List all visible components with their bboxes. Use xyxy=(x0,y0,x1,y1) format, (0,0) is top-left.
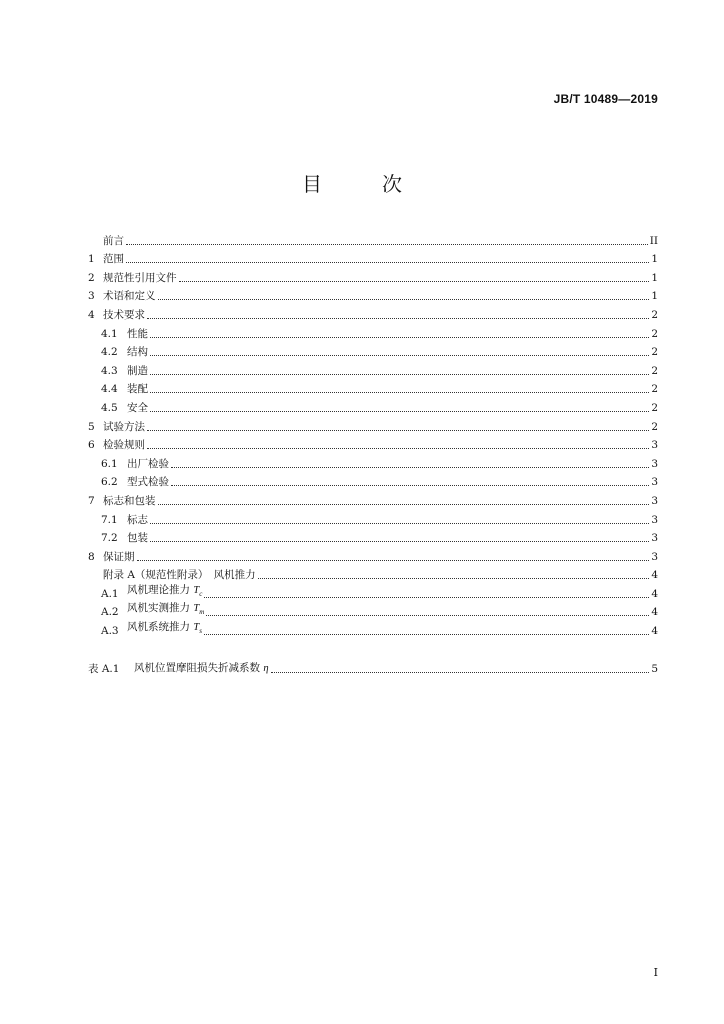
toc-entry-label xyxy=(127,346,148,358)
dot-leader xyxy=(137,560,650,561)
toc-entry-symbol: T xyxy=(193,584,200,596)
dot-leader xyxy=(126,244,648,245)
toc-table-entry[interactable] xyxy=(88,656,658,675)
dot-leader xyxy=(179,281,650,282)
toc-entry[interactable] xyxy=(88,433,658,452)
toc-entry-label xyxy=(127,328,148,340)
standard-number: JB/T 10489—2019 xyxy=(553,92,658,106)
dot-leader xyxy=(150,374,649,375)
toc-entry-page: 2 xyxy=(651,420,658,433)
toc-entry-label-text: 风机实测推力 xyxy=(127,602,194,615)
toc-entry-page: 4 xyxy=(651,569,658,582)
toc-entry-label xyxy=(127,621,202,637)
toc-entry-page: 2 xyxy=(651,308,658,321)
toc-entry-symbol: η xyxy=(263,662,269,674)
toc-entry[interactable] xyxy=(88,618,658,637)
toc-entry-page: 3 xyxy=(651,513,658,526)
dot-leader xyxy=(147,430,649,431)
toc-entry-number: 表 A.1 xyxy=(88,662,120,675)
toc-entry[interactable] xyxy=(88,526,658,545)
toc-entry-label xyxy=(127,514,148,526)
toc-entry-label-text: 保证期 xyxy=(103,550,135,563)
dot-leader xyxy=(258,578,650,579)
toc-entry-page: 3 xyxy=(651,550,658,563)
toc-entry-label-text: 性能 xyxy=(127,327,148,340)
toc-entry-label-text: 规范性引用文件 xyxy=(103,271,177,284)
toc-entry-label xyxy=(103,253,124,265)
dot-leader xyxy=(171,485,649,486)
toc-entry-page: 4 xyxy=(651,625,658,638)
toc-entry-label-text: 型式检验 xyxy=(127,476,169,489)
toc-entry-page: 2 xyxy=(651,327,658,340)
toc-entry-label-text: 标志和包装 xyxy=(103,494,156,507)
dot-leader xyxy=(206,615,649,616)
toc-entry-label-text: 附录 A（规范性附录） 风机推力 xyxy=(103,569,256,582)
toc-entry[interactable] xyxy=(88,470,658,489)
toc-entry-label-text: 标志 xyxy=(127,513,148,526)
toc-entry-subscript: m xyxy=(199,608,205,617)
toc-entry-label-text: 试验方法 xyxy=(103,420,145,433)
toc-entry-page: 5 xyxy=(651,662,658,675)
toc-entry[interactable] xyxy=(88,414,658,433)
dot-leader xyxy=(271,672,650,673)
toc-entry[interactable] xyxy=(88,451,658,470)
toc-entry[interactable] xyxy=(88,247,658,266)
dot-leader xyxy=(150,355,649,356)
toc-entry-label xyxy=(127,584,202,600)
toc-entry-subscript: s xyxy=(199,627,202,636)
toc-entry-label xyxy=(103,235,124,247)
toc-entry-label xyxy=(103,439,145,451)
toc-entry-subscript: c xyxy=(199,589,203,598)
toc-entry[interactable] xyxy=(88,321,658,340)
toc-entry-label-text: 范围 xyxy=(103,253,124,266)
toc-entry-label xyxy=(134,662,269,675)
toc-entry-number: 6.1 xyxy=(101,457,118,470)
toc-entry-label xyxy=(103,421,145,433)
toc-entry-label xyxy=(127,602,204,618)
toc-entry-label xyxy=(103,290,156,302)
toc-entry-page: 1 xyxy=(651,290,658,303)
toc-entry-number: A.3 xyxy=(101,625,119,638)
toc-entry-page: 2 xyxy=(651,364,658,377)
toc-entry-label-text: 结构 xyxy=(127,346,148,359)
toc-entry[interactable] xyxy=(88,581,658,600)
toc-entry-label xyxy=(103,272,177,284)
toc-entry-page: 4 xyxy=(651,587,658,600)
toc-entry-label xyxy=(127,458,169,470)
toc-entry-page: 3 xyxy=(651,532,658,545)
toc-entry-page: 2 xyxy=(651,346,658,359)
toc-entry[interactable] xyxy=(88,358,658,377)
toc-entry-label-text: 风机系统推力 xyxy=(127,620,194,633)
toc-entry-label-text: 装配 xyxy=(127,383,148,396)
toc-entry-number: 7.2 xyxy=(101,532,118,545)
toc-entry-page: 4 xyxy=(651,606,658,619)
toc-entry[interactable] xyxy=(88,377,658,396)
toc-entry-label-text: 技术要求 xyxy=(103,308,145,321)
dot-leader xyxy=(147,448,649,449)
dot-leader xyxy=(126,262,649,263)
toc-entry-label-text: 制造 xyxy=(127,364,148,377)
toc-entry-page: 3 xyxy=(651,439,658,452)
toc-entry-label xyxy=(127,476,169,488)
toc-entry-number: 2 xyxy=(88,271,95,284)
toc-entry[interactable] xyxy=(88,302,658,321)
toc-entry-page: 1 xyxy=(651,271,658,284)
toc-entry-label-text: 风机位置摩阻损失折减系数 xyxy=(134,661,264,674)
toc-entry-label-text: 风机理论推力 xyxy=(127,583,194,596)
toc-entry-label-text: 包装 xyxy=(127,532,148,545)
toc-entry-label xyxy=(127,383,148,395)
toc-entry[interactable] xyxy=(88,544,658,563)
toc-entry-label-text: 检验规则 xyxy=(103,439,145,452)
page-number: I xyxy=(653,966,658,979)
toc-entry-number: 7.1 xyxy=(101,513,118,526)
toc-entry[interactable] xyxy=(88,507,658,526)
toc-entry-label-text: 出厂检验 xyxy=(127,457,169,470)
toc-entry-number: 4.1 xyxy=(101,327,118,340)
toc-entry-label xyxy=(127,365,148,377)
toc-entry-number: 4 xyxy=(88,308,95,321)
toc-entry[interactable] xyxy=(88,340,658,359)
toc-entry[interactable] xyxy=(88,228,658,247)
toc-entry-page: 3 xyxy=(651,457,658,470)
dot-leader xyxy=(150,337,649,338)
dot-leader xyxy=(158,299,650,300)
toc-entry-label xyxy=(103,309,145,321)
toc-entry[interactable] xyxy=(88,488,658,507)
toc-entry-page: 1 xyxy=(651,253,658,266)
toc-entry-number: 6.2 xyxy=(101,476,118,489)
toc-entry-label xyxy=(127,402,148,414)
dot-leader xyxy=(147,318,649,319)
toc-entry-label xyxy=(103,495,156,507)
toc-entry[interactable] xyxy=(88,284,658,303)
dot-leader xyxy=(150,392,649,393)
toc-entry-page: II xyxy=(649,234,658,247)
page-title: 目 次 xyxy=(302,172,422,196)
toc-entry[interactable] xyxy=(88,600,658,619)
toc-entry-page: 3 xyxy=(651,476,658,489)
toc-entry-symbol: T xyxy=(193,603,200,615)
toc-entry-number: 1 xyxy=(88,253,95,266)
toc-entry-label xyxy=(127,532,148,544)
toc-entry-number: A.2 xyxy=(101,606,119,619)
toc-entry-number: 3 xyxy=(88,290,95,303)
toc-entry-number: 7 xyxy=(88,494,95,507)
toc-entry-label xyxy=(103,551,135,563)
dot-leader xyxy=(204,597,649,598)
toc-entry-number: 4.2 xyxy=(101,346,118,359)
toc-entry-number: 5 xyxy=(88,420,95,433)
table-of-contents xyxy=(88,228,658,675)
toc-entry[interactable] xyxy=(88,563,658,582)
toc-entry-number: 4.4 xyxy=(101,383,118,396)
toc-entry-label-text: 术语和定义 xyxy=(103,290,156,303)
dot-leader xyxy=(150,541,649,542)
toc-entry-label-text: 安全 xyxy=(127,401,148,414)
toc-entry-number: A.1 xyxy=(101,587,119,600)
toc-entry-number: 8 xyxy=(88,550,95,563)
toc-entry-label xyxy=(103,569,256,581)
toc-entry-number: 6 xyxy=(88,439,95,452)
toc-entry-number: 4.5 xyxy=(101,401,118,414)
dot-leader xyxy=(204,634,649,635)
toc-entry[interactable] xyxy=(88,265,658,284)
dot-leader xyxy=(150,523,649,524)
toc-entry-page: 2 xyxy=(651,383,658,396)
dot-leader xyxy=(158,504,650,505)
dot-leader xyxy=(150,411,649,412)
toc-entry-label-text: 前言 xyxy=(103,234,124,247)
dot-leader xyxy=(171,467,649,468)
toc-entry-symbol: T xyxy=(193,621,200,633)
toc-entry-number: 4.3 xyxy=(101,364,118,377)
toc-entry[interactable] xyxy=(88,395,658,414)
toc-entry-page: 3 xyxy=(651,494,658,507)
toc-entry-page: 2 xyxy=(651,401,658,414)
